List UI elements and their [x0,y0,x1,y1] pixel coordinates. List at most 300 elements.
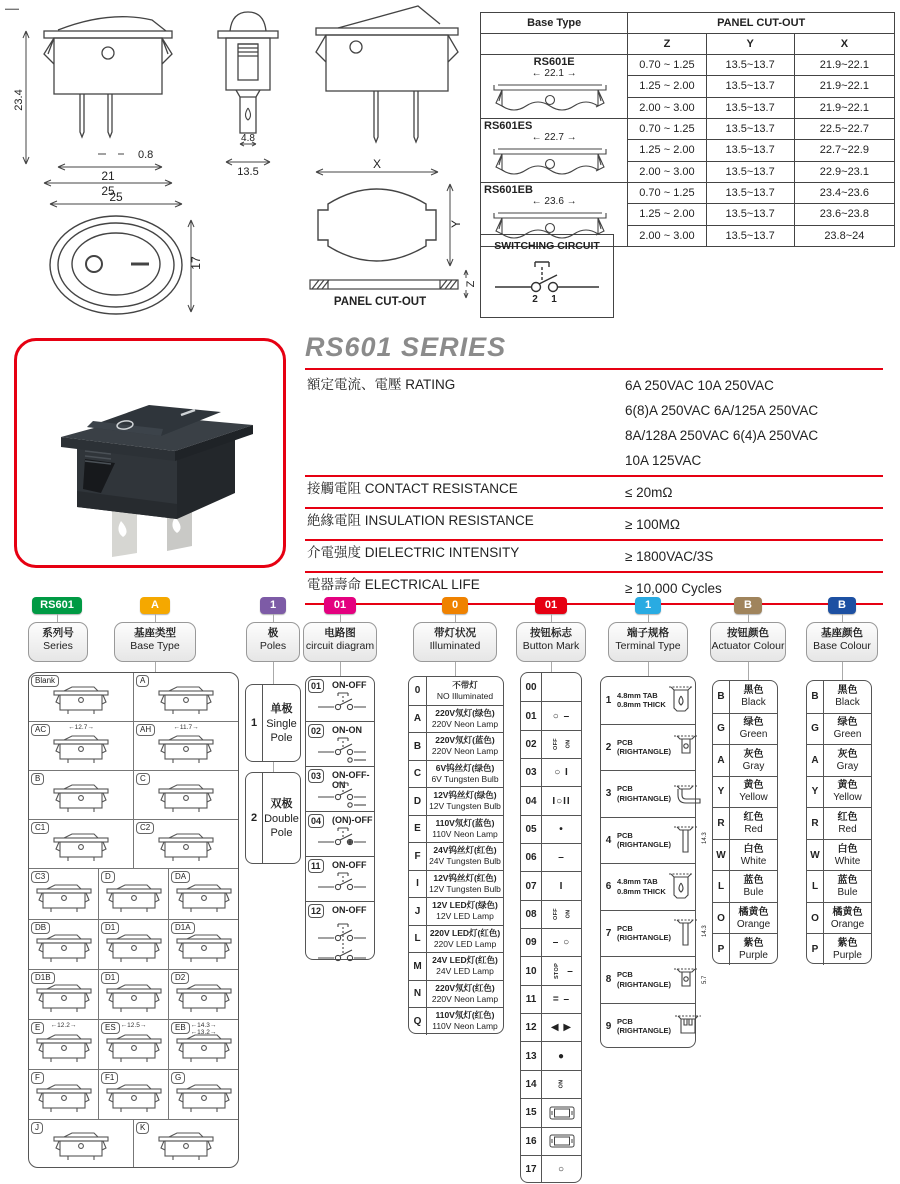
base-type-cell [133,1120,238,1167]
colour-en: Red [838,823,857,835]
panel-value: 23.8~24 [794,225,894,246]
switch-glyph-icon [155,683,217,717]
illuminated-zh: 220V LED灯(红色) [429,927,501,938]
switch-glyph-icon [155,1129,217,1163]
series-title: RS601 SERIES [305,332,507,362]
colour-code: O [807,903,824,934]
base-type-row [29,868,238,918]
illuminated-option [409,1007,503,1035]
base-type-cell [98,970,168,1019]
colour-en: Orange [736,918,771,930]
illuminated-option [409,842,503,870]
terminal-glyph-icon [673,782,707,806]
illuminated-zh: 不带灯 [452,679,478,690]
col-x: X [794,34,894,55]
button-mark-code: 16 [521,1128,542,1155]
base-type-cell-label: EB [171,1022,190,1034]
colour-en: Purple [739,950,768,962]
base-type-cell-label: E [31,1022,44,1034]
colour-en: White [740,855,767,867]
terminal-2-label: 2 [532,294,538,305]
button-mark-code: 02 [521,731,542,758]
colour-zh: 白色 [837,843,858,855]
box-connector [273,662,274,684]
circuit-option [306,721,374,766]
spec-value: ≤ 20mΩ [625,485,673,500]
colour-zh: 灰色 [837,748,858,760]
colour-option [713,807,777,839]
button-mark-option [521,900,581,928]
terminal-glyph-icon [673,732,699,762]
ordering-box-series [28,622,88,662]
panel-value: 22.7~22.9 [794,140,894,161]
cutout-x-label: X [372,157,382,171]
circuit-option [306,811,374,856]
button-mark-option [521,1155,581,1183]
circuit-option [306,677,374,721]
base-type-cell [168,869,238,918]
terminal-text: (RIGHTANGLE) [617,747,672,757]
base-type-row [29,819,238,868]
switch-glyph-icon [155,732,217,766]
circuit-code: 03 [308,769,324,783]
dim-body: 21 [101,169,115,183]
terminal-text: 4.8mm TAB [617,877,658,887]
colour-option [713,839,777,871]
terminal-option [601,863,695,910]
terminal-text: (RIGHTANGLE) [617,840,672,850]
terminal-option [601,956,709,1003]
base-type-row [29,1019,238,1069]
button-mark-option [521,871,581,899]
button-mark-symbol: – ○ [552,937,571,949]
base-type-row [29,721,238,770]
base-type-cell [98,869,168,918]
base-type-cell [29,771,133,819]
terminal-dim: 14.3 [702,832,709,845]
circuit-code: 02 [308,724,324,738]
base-type-cell-label: C1 [31,822,49,834]
button-mark-rotated-text: OFF [553,738,560,751]
base-type-cell-label: D1B [31,972,55,984]
terminal-option [601,1003,695,1050]
button-mark-option [521,843,581,871]
panel-value: 0.70 ~ 1.25 [628,55,706,76]
base-type-cell [98,920,168,969]
colour-option [807,744,871,776]
colour-zh: 橘黄色 [832,906,863,918]
base-type-cell [98,1070,168,1119]
spec-value: ≥ 1800VAC/3S [625,549,714,564]
circuit-code: 04 [308,814,324,828]
base-type-cell [168,970,238,1019]
illuminated-code: N [409,981,427,1008]
illuminated-code: Q [409,1008,427,1035]
colour-zh: 蓝色 [743,875,764,887]
base-type-cell [29,1020,98,1069]
colour-option [713,902,777,934]
colour-code: G [713,714,730,745]
panel-value: 22.5~22.7 [794,119,894,140]
colour-en: Bule [837,887,858,899]
ordering-box-en: Actuator Colour [711,640,785,652]
illuminated-option [409,952,503,980]
terminal-glyph-icon [673,965,699,995]
illuminated-en: 110V Neon Lamp [432,828,498,839]
base-type-cell-label: K [136,1122,149,1134]
poles-code: 2 [246,773,263,863]
circuit-label: (ON)-OFF [332,815,373,825]
terminal-code: 2 [605,741,612,753]
box-connector [842,662,843,680]
base-type-cell-label: D2 [171,972,189,984]
base-type-cell-label: J [31,1122,43,1134]
ordering-box-illuminated [413,622,497,662]
base-type-cell [29,869,98,918]
terminal-text: PCB [617,1016,633,1026]
terminal-glyph-icon [673,916,699,950]
switch-glyph-icon [33,1081,95,1115]
button-mark-code: 10 [521,957,542,984]
base-type-cell-label: B [31,773,44,785]
colour-code: W [713,840,730,871]
illuminated-option [409,980,503,1008]
button-mark-rotated-text: STOP [554,963,561,980]
ordering-box-zh: 按钮标志 [530,627,572,639]
base-type-cell [29,970,98,1019]
button-mark-code: 09 [521,929,542,956]
ordering-badge-base-type: A [140,597,170,614]
panel-value: 21.9~22.1 [794,76,894,97]
poles-option [245,772,301,864]
button-mark-code: 12 [521,1014,542,1041]
panel-value: 1.25 ~ 2.00 [628,204,706,225]
switch-glyph-icon [173,881,235,915]
switch-glyph-icon [173,981,235,1015]
badge-connector [273,614,274,622]
button-mark-rotated-text: ON [565,739,572,749]
terminal-glyph-icon [673,823,699,857]
button-mark-code: 06 [521,844,542,871]
switch-glyph-icon [173,1031,235,1065]
circuit-glyph-icon [314,824,370,854]
panel-value: 13.5~13.7 [706,97,794,118]
col-y: Y [706,34,794,55]
illuminated-option [409,760,503,788]
panel-value: 13.5~13.7 [706,183,794,204]
illuminated-zh: 220V氖灯(红色) [435,982,495,993]
switch-glyph-icon [155,781,217,815]
dim-end-body: 13.5 [237,166,259,178]
button-mark-code: 08 [521,901,542,928]
panel-value: 13.5~13.7 [706,161,794,182]
colour-option [807,902,871,934]
colour-code: B [713,681,730,713]
colour-zh: 红色 [837,811,858,823]
panel-value: 22.9~23.1 [794,161,894,182]
base-type-cell [133,673,238,721]
base-type-cell-dim: ←12.5→ [120,1021,147,1029]
col-panel-cutout: PANEL CUT-OUT [628,13,895,34]
box-connector [748,662,749,680]
ordering-badge-button-mark: 01 [535,597,567,614]
panel-value: 1.25 ~ 2.00 [628,76,706,97]
button-mark-option [521,1127,581,1155]
colour-option [807,933,871,965]
button-mark-symbol: ○ [557,1164,566,1176]
illuminated-zh: 24V钨丝灯(红色) [433,845,497,856]
illuminated-en: 6V Tungsten Bulb [431,773,499,784]
circuit-label: ON-OFF [332,680,367,690]
button-mark-column [520,672,582,1183]
circuit-glyph-icon [314,689,370,719]
colour-code: Y [713,777,730,808]
base-type-cell [133,722,238,770]
panel-value: 13.5~13.7 [706,76,794,97]
colour-zh: 灰色 [743,748,764,760]
circuit-column [305,676,375,960]
colour-zh: 绿色 [743,717,764,729]
button-mark-code: 01 [521,702,542,729]
badge-connector [155,614,156,622]
terminal-1-label: 1 [551,294,557,305]
poles-zh: 单极 [270,702,293,715]
colour-en: Green [833,729,862,741]
colour-code: L [807,871,824,902]
panel-value: 21.9~22.1 [794,55,894,76]
dim-height: 23.4 [13,89,25,111]
colour-zh: 紫色 [837,938,858,950]
circuit-glyph-icon [314,920,370,964]
illuminated-en: NO Illuminated [436,690,494,701]
badge-connector [340,614,341,622]
base-type-cell [133,820,238,868]
switch-glyph-icon [50,732,112,766]
terminal-text: (RIGHTANGLE) [617,933,672,943]
terminal-code: 1 [605,694,612,706]
illuminated-code: C [409,761,427,788]
button-mark-symbol: • [559,823,564,835]
button-mark-code: 13 [521,1042,542,1069]
spec-label: 絶緣電阻 INSULATION RESISTANCE [307,513,534,528]
button-mark-code: 03 [521,759,542,786]
illuminated-en: 220V LED Lamp [433,938,497,949]
terminal-text: (RIGHTANGLE) [617,979,672,989]
ordering-badge-base-colour: B [828,597,856,614]
poles-zh: 双极 [270,797,293,810]
dim-flange: 25 [101,184,115,198]
illuminated-code: I [409,871,427,898]
dim-front-width: 25 [109,190,123,204]
terminal-text: PCB [617,784,633,794]
colour-zh: 绿色 [837,717,858,729]
terminal-text: 0.8mm THICK [617,700,666,710]
panel-value: 13.5~13.7 [706,225,794,246]
base-type-cell-label: AC [31,724,50,736]
illuminated-zh: 220V氖灯(蓝色) [435,735,495,746]
dim-front-height: 17 [189,256,203,270]
colour-option [713,681,777,713]
base-type-cell-label: ES [101,1022,120,1034]
base-type-row [29,919,238,969]
ordering-badge-poles: 1 [260,597,286,614]
illuminated-code: E [409,816,427,843]
illuminated-zh: 24V LED灯(红色) [432,955,498,966]
base-type-cell-label: D [101,871,115,883]
box-connector [648,662,649,676]
base-type-cell-label: F [31,1072,44,1084]
base-type-cell [168,920,238,969]
base-type-row [29,770,238,819]
base-type-cell-dim: ←11.7→ [173,724,199,732]
button-mark-option [521,1013,581,1041]
colour-code: O [713,903,730,934]
terminal-code: 3 [605,788,612,800]
base-type-cell-label: AH [136,724,155,736]
illuminated-en: 12V Tungsten Bulb [429,883,501,894]
ordering-box-en: Button Mark [522,640,580,652]
ordering-dash: — [5,0,19,16]
button-mark-code: 11 [521,986,542,1013]
illuminated-code: A [409,706,427,733]
base-type-row [29,1119,238,1167]
switch-glyph-icon [103,881,165,915]
button-mark-symbol: ● [557,1050,566,1062]
button-mark-symbol: ◀ ▶ [550,1022,573,1034]
colour-option [807,870,871,902]
button-mark-option [521,758,581,786]
illuminated-zh: 12V钨丝灯(绿色) [433,790,497,801]
base-type-cell [29,920,98,969]
illuminated-en: 220V Neon Lamp [431,993,499,1004]
switch-glyph-icon [173,1081,235,1115]
circuit-label: ON-OFF [332,860,367,870]
circuit-option [306,766,374,811]
button-mark-symbol: ○ I [554,767,569,779]
illuminated-option [409,732,503,760]
ordering-box-button-mark [516,622,586,662]
button-mark-rotated-text: ON [565,909,572,919]
colour-zh: 紫色 [743,938,764,950]
circuit-glyph-icon [314,734,370,764]
switch-glyph-icon [50,1129,112,1163]
illuminated-option [409,815,503,843]
base-type-cell-label: Blank [31,675,59,687]
base-type-name: RS601ES [484,120,533,132]
circuit-label: ON-ON [332,725,362,735]
ordering-box-zh: 带灯状况 [434,627,476,639]
illuminated-code: M [409,953,427,980]
ordering-badge-actuator-colour: B [734,597,762,614]
button-mark-option [521,1041,581,1069]
circuit-code: 01 [308,679,324,693]
terminal-column [600,676,709,1048]
col-base-type: Base Type [481,13,628,34]
switching-circuit-title: SWITCHING CIRCUIT [494,240,600,252]
button-mark-code: 05 [521,816,542,843]
ordering-box-poles [246,622,300,662]
ordering-box-zh: 基座类型 [134,627,176,639]
button-mark-symbol: I○II [552,795,571,807]
button-mark-option [521,985,581,1013]
illuminated-option [409,870,503,898]
box-connector [455,662,456,676]
button-mark-code: 17 [521,1156,542,1183]
ordering-badge-circuit-diagram: 01 [324,597,356,614]
panel-value: 13.5~13.7 [706,55,794,76]
button-mark-code: 04 [521,787,542,814]
base-type-cell-label: D1 [101,972,119,984]
box-connector [155,662,156,672]
colour-en: Gray [836,760,859,772]
base-type-cell [29,673,133,721]
button-mark-symbol: I [559,880,564,892]
switch-glyph-icon [50,683,112,717]
button-mark-option [521,730,581,758]
circuit-glyph-icon [314,779,370,809]
box-connector [340,662,341,676]
switch-glyph-icon [33,881,95,915]
base-type-dim: ← 22.1 → [531,68,577,79]
panel-value: 21.9~22.1 [794,97,894,118]
dim-tab: 4.8 [241,133,255,144]
base-type-cell-label: D1 [101,922,119,934]
terminal-dim: 14.3 [702,925,709,938]
colour-option [807,776,871,808]
base-type-cell-label: DB [31,922,50,934]
illuminated-zh: 220V氖灯(绿色) [435,707,495,718]
ordering-box-zh: 极 [267,627,279,639]
badge-connector [57,614,58,622]
colour-en: Yellow [833,792,862,804]
button-mark-rotated-text: OFF [553,908,560,921]
illuminated-zh: 110V氖灯(蓝色) [435,817,495,828]
terminal-dim: 5.7 [702,975,709,984]
colour-en: Purple [833,950,862,962]
colour-option [713,713,777,745]
colour-zh: 红色 [743,811,764,823]
button-mark-code: 15 [521,1099,542,1126]
colour-option [807,681,871,713]
base-type-dim: ← 22.7 → [531,132,577,143]
colour-option [807,713,871,745]
colour-option [713,744,777,776]
circuit-code: 12 [308,904,324,918]
button-mark-option [521,956,581,984]
base-type-cell-dim2: ←13.2→ [190,1028,217,1036]
ordering-box-en: Base Type [130,640,180,652]
dim-pin: 0.8 [138,149,154,161]
colour-zh: 黄色 [837,780,858,792]
illuminated-option [409,897,503,925]
terminal-code: 7 [605,927,612,939]
switch-glyph-icon [103,1031,165,1065]
switch-glyph-icon [50,781,112,815]
illuminated-en: 12V LED Lamp [436,911,494,922]
circuit-label: ON-OFF [332,905,367,915]
switch-glyph-icon [103,931,165,965]
ordering-box-terminal-type [608,622,688,662]
cutout-z-label: Z [465,280,477,288]
panel-value: 13.5~13.7 [706,140,794,161]
ordering-box-zh: 系列号 [42,627,74,639]
illuminated-en: 220V Neon Lamp [431,718,499,729]
colour-en: Bule [743,887,764,899]
ordering-box-zh: 电路图 [324,627,356,639]
illuminated-zh: 12V钨丝灯(红色) [433,872,497,883]
colour-code: R [807,808,824,839]
terminal-glyph-icon [668,870,694,904]
